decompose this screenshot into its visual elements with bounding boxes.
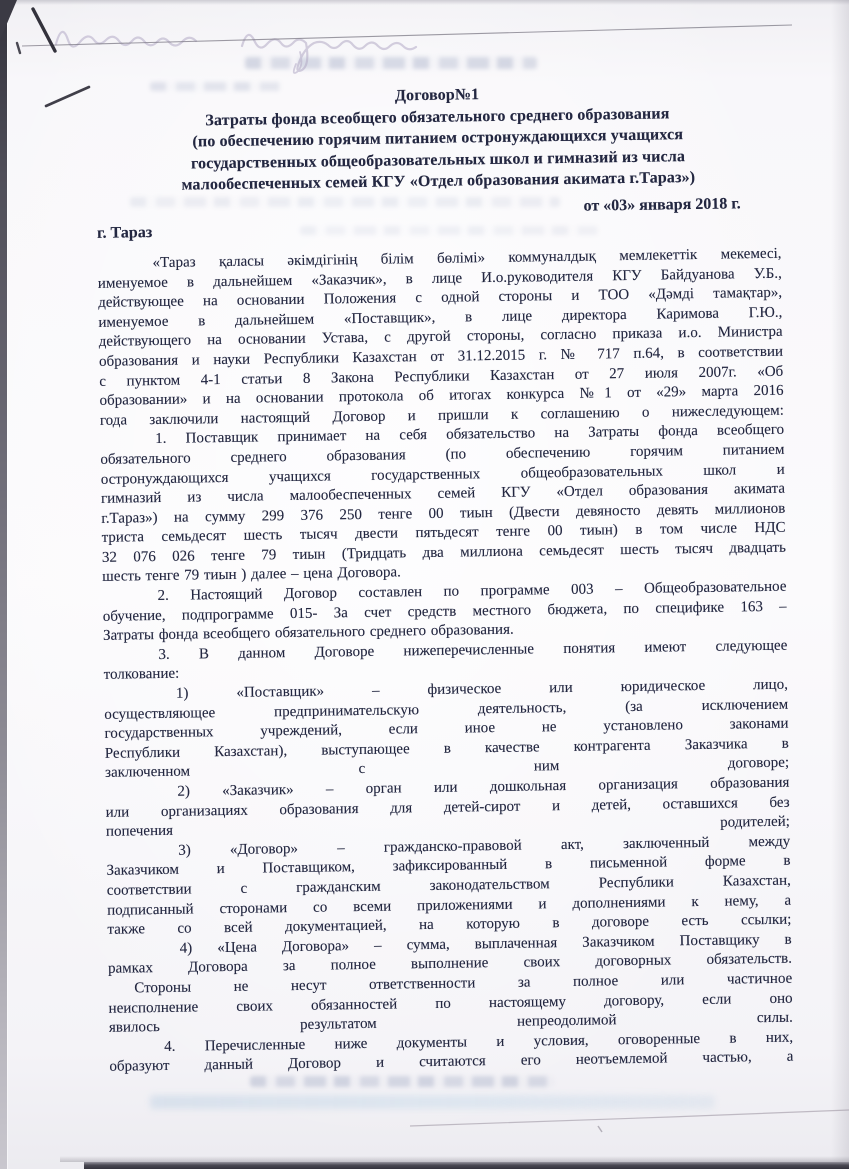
body-line: 3. В данном Договоре нижеперечисленные понятия имеют следующее (158, 637, 788, 663)
body-line: «Тараз қаласы әкімдігінің білім бөлімі» коммуналдық мемлекеттік мекемесі, (152, 245, 782, 272)
scan-edge-top (0, 0, 849, 5)
body-line: Затраты фонда всеобщего обязательного среднего образования. (102, 621, 514, 645)
body-line: с пунктом 4-1 статьи 8 Закона Республики Казахстан от 27 июля 2007г. «Об (99, 363, 784, 390)
bleed-through-ghost (250, 1076, 555, 1087)
body-line: 4. Перечисленные ниже документы и условия, оговоренные в них, (164, 1029, 794, 1055)
bleed-through-ghost (245, 57, 537, 69)
body-line: подписанный сторонами со всеми приложениями и дополнениями к нему, а (107, 892, 792, 919)
contract-title-line: Затраты фонда всеобщего обязательного среднего образования (205, 104, 670, 129)
contract-text-block (95, 81, 794, 1078)
body-line: или организациях образования для детей-сирот и детей, оставшихся без (105, 794, 790, 821)
body-line: Стороны не несут ответственности за полное или частичное (134, 970, 793, 997)
body-line: Заказчиком и Поставщиком, зафиксированный в письменной форме в (106, 853, 791, 880)
body-line: 32 076 026 тенге 79 тиын (Тридцать два миллиона семьдесят шесть тысяч двадцать (101, 539, 786, 566)
speck-mark (598, 1126, 602, 1132)
contract-city: г. Тараз (96, 224, 153, 242)
body-line: соответствии с гражданским законодательством Республики Казахстан, (106, 872, 791, 899)
crease-line (410, 1110, 849, 1126)
body-line: действующее на основании Положения с одной стороны и ТОО «Дәмді тамақтар», (98, 284, 783, 312)
body-line: обязательного среднего образования (по обеспечению горячим питанием (100, 441, 785, 468)
body-line: рамках Договора за полное выполнение своих договорных обязательств. (107, 950, 793, 978)
scan-corner-shadow (0, 0, 17, 40)
body-line: 1. Поставщик принимает на себя обязательство на Затраты фонда всеобщего (155, 422, 785, 448)
body-line: гимназий из числа малообеспеченных семей КГУ «Отдел образования акимата (100, 480, 786, 507)
body-line: 1) «Поставщик» – физическое или юридическое лицо, (175, 676, 789, 702)
body-line: триста семьдесят шесть тысяч двести пятьдесят тенге 00 тиын) в том числе НДС (101, 519, 786, 547)
thin-line-mark (22, 25, 792, 46)
bleed-through-ghost (150, 1095, 715, 1109)
contract-date: от «03» января 2018 г. (583, 195, 741, 215)
body-line: Республики Казахстан), выступающее в качестве контрагента Заказчика в (104, 735, 789, 762)
body-line: заключенном с ним договоре; (105, 755, 790, 782)
body-line: образовании» и на основании протокола об итогах конкурса №1 от «29» марта 2016 (99, 382, 784, 409)
contract-title-line: малообеспеченных семей КГУ «Отдел образования акимата г.Тараз») (181, 169, 696, 194)
body-line: попечения родителей; (105, 813, 791, 840)
body-line: 4) «Цена Договора» – сумма, выплаченная Заказчиком Поставщику в (179, 931, 792, 957)
body-line: действующего на основании Устава, с другой стороны, согласно приказа и.о. Министра (98, 324, 783, 351)
body-line: года заключили настоящий Договор и пришли к соглашению о нижеследующем: (99, 402, 784, 429)
scan-edge-left (0, 0, 7, 1169)
scan-edge-right (831, 0, 849, 1169)
body-line: обучение, подпрограмме 015- За счет средств местного бюджета, по специфике 163 – (102, 598, 787, 625)
body-line: 2. Настоящий Договор составлен по программе 003 – Общеобразовательное (157, 578, 787, 605)
body-line: государственных учреждений, если иное не установлено законами (104, 715, 789, 743)
body-line: остронуждающихся учащихся государственных общеобразовательных школ и (100, 461, 785, 488)
scan-edge-bottom (84, 1162, 849, 1169)
body-line: 2) «Заказчик» – орган или дошкольная организация образования (177, 774, 790, 800)
contract-title-line: государственных общеобразовательных школ и гимназий из числа (190, 147, 686, 173)
body-line: 3) «Договор» – гражданско-правовой акт, заключенный между (178, 833, 791, 859)
body-line: шесть тенге 79 тиын ) далее – цена Договора. (102, 564, 401, 586)
pen-tick-mark (17, 43, 20, 53)
body-line: образуют данный Договор и считаются его неотъемлемой частью, а (109, 1048, 794, 1076)
pen-stroke-mark (46, 87, 89, 106)
contract-title-line: (по обеспечению горячим питанием остронуждающихся учащихся (192, 126, 684, 151)
body-line: образования и науки Республики Казахстан от 31.12.2015 г. № 717 п.64, в соответствии (98, 343, 784, 370)
contract-title: Договор№1 (394, 86, 480, 105)
body-line: г.Тараз») на сумму 299 376 250 тенге 00 тиын (Двести девяносто девять миллионов (101, 500, 786, 527)
body-line: неисполнение своих обязанностей по настоящему договору, если оно (108, 990, 793, 1017)
body-line: толкование: (103, 666, 180, 684)
body-line: именуемое в дальнейшем «Заказчик», в лице И.о.руководителя КГУ Байдуанова У.Б., (97, 265, 782, 292)
pen-stroke-mark (33, 9, 55, 51)
body-line: также со всей документацией, на которую в договоре есть ссылки; (107, 911, 792, 938)
body-line: явилось результатом непреодолимой силы. (108, 1009, 793, 1036)
body-line: именуемое в дальнейшем «Поставщик», в лице директора Каримова Г.Ю., (98, 304, 783, 331)
body-line: осуществляющее предпринимательскую деятельность, (за исключением (104, 696, 789, 723)
